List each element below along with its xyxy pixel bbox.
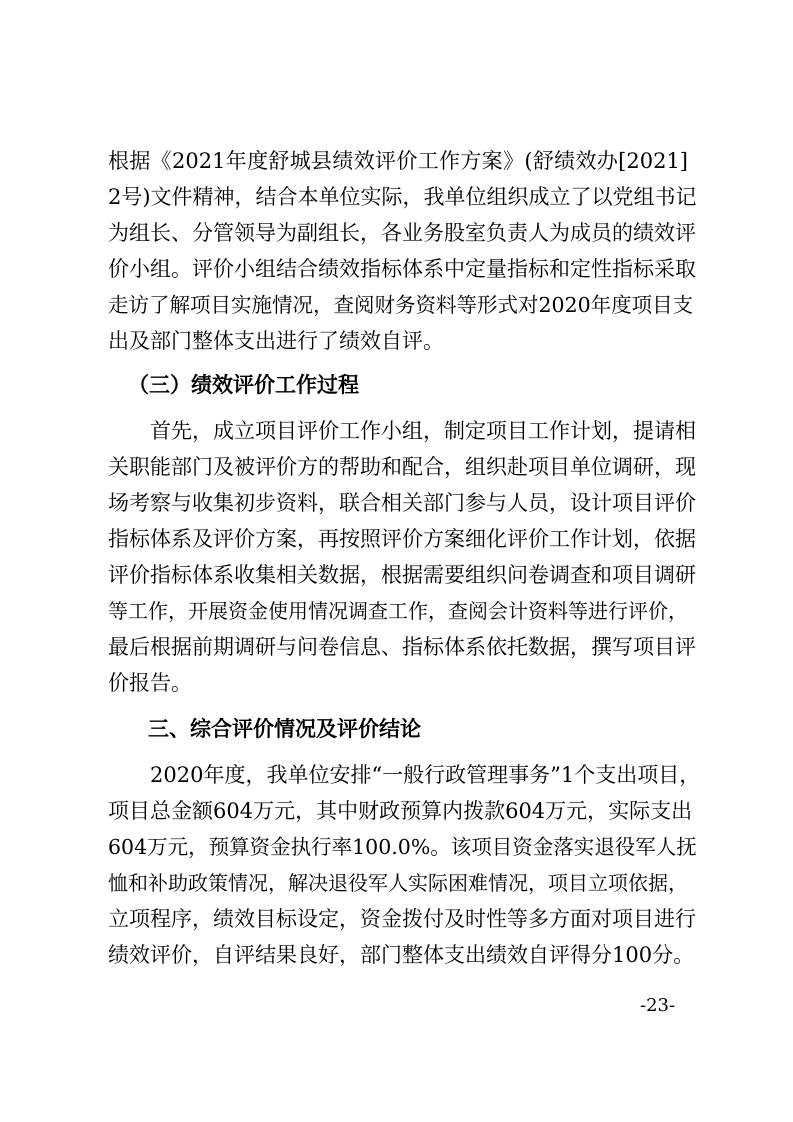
page-number: -23- [640,995,676,1016]
paragraph-2-line: 最后根据前期调研与问卷信息、指标体系依托数据，撰写项目评 [108,635,696,659]
paragraph-1-line: 走访了解项目实施情况，查阅财务资料等形式对2020年度项目支 [108,293,694,317]
section-heading-conclusion: 三、综合评价情况及评价结论 [148,717,421,741]
section-heading-process: （三）绩效评价工作过程 [128,373,359,397]
paragraph-3-line: 恤和补助政策情况，解决退役军人实际困难情况，项目立项依据， [108,871,688,895]
paragraph-2-line: 评价指标体系收集相关数据，根据需要组织问卷调查和项目调研 [108,563,696,587]
paragraph-2-line: 指标体系及评价方案，再按照评价方案细化评价工作计划，依据 [108,527,696,551]
paragraph-3-line: 604万元，预算资金执行率100.0%。该项目资金落实退役军人抚 [108,835,697,859]
paragraph-3-line: 立项程序，绩效目标设定，资金拨付及时性等多方面对项目进行 [108,907,696,931]
paragraph-3-line: 项目总金额604万元，其中财政预算内拨款604万元，实际支出 [108,799,693,823]
paragraph-1-line: 为组长、分管领导为副组长，各业务股室负责人为成员的绩效评 [108,221,696,245]
paragraph-3-line: 绩效评价，自评结果良好，部门整体支出绩效自评得分100分。 [108,943,695,967]
paragraph-2-line: 价报告。 [108,671,192,695]
paragraph-2-line: 关职能部门及被评价方的帮助和配合，组织赴项目单位调研，现 [108,455,696,479]
paragraph-3-line: 2020年度，我单位安排“一般行政管理事务”1个支出项目， [150,763,701,787]
paragraph-1-line: 出及部门整体支出进行了绩效自评。 [108,329,444,353]
paragraph-1-line: 价小组。评价小组结合绩效指标体系中定量指标和定性指标采取 [108,257,696,281]
paragraph-1-line: 根据《2021年度舒城县绩效评价工作方案》(舒绩效办[2021] [108,149,688,173]
paragraph-1-line: 2号)文件精神，结合本单位实际，我单位组织成立了以党组书记 [108,185,697,209]
paragraph-2-line: 等工作，开展资金使用情况调查工作，查阅会计资料等进行评价， [108,599,688,623]
paragraph-2-line: 场考察与收集初步资料，联合相关部门参与人员，设计项目评价 [108,491,696,515]
paragraph-2-line: 首先，成立项目评价工作小组，制定项目工作计划，提请相 [150,419,696,443]
